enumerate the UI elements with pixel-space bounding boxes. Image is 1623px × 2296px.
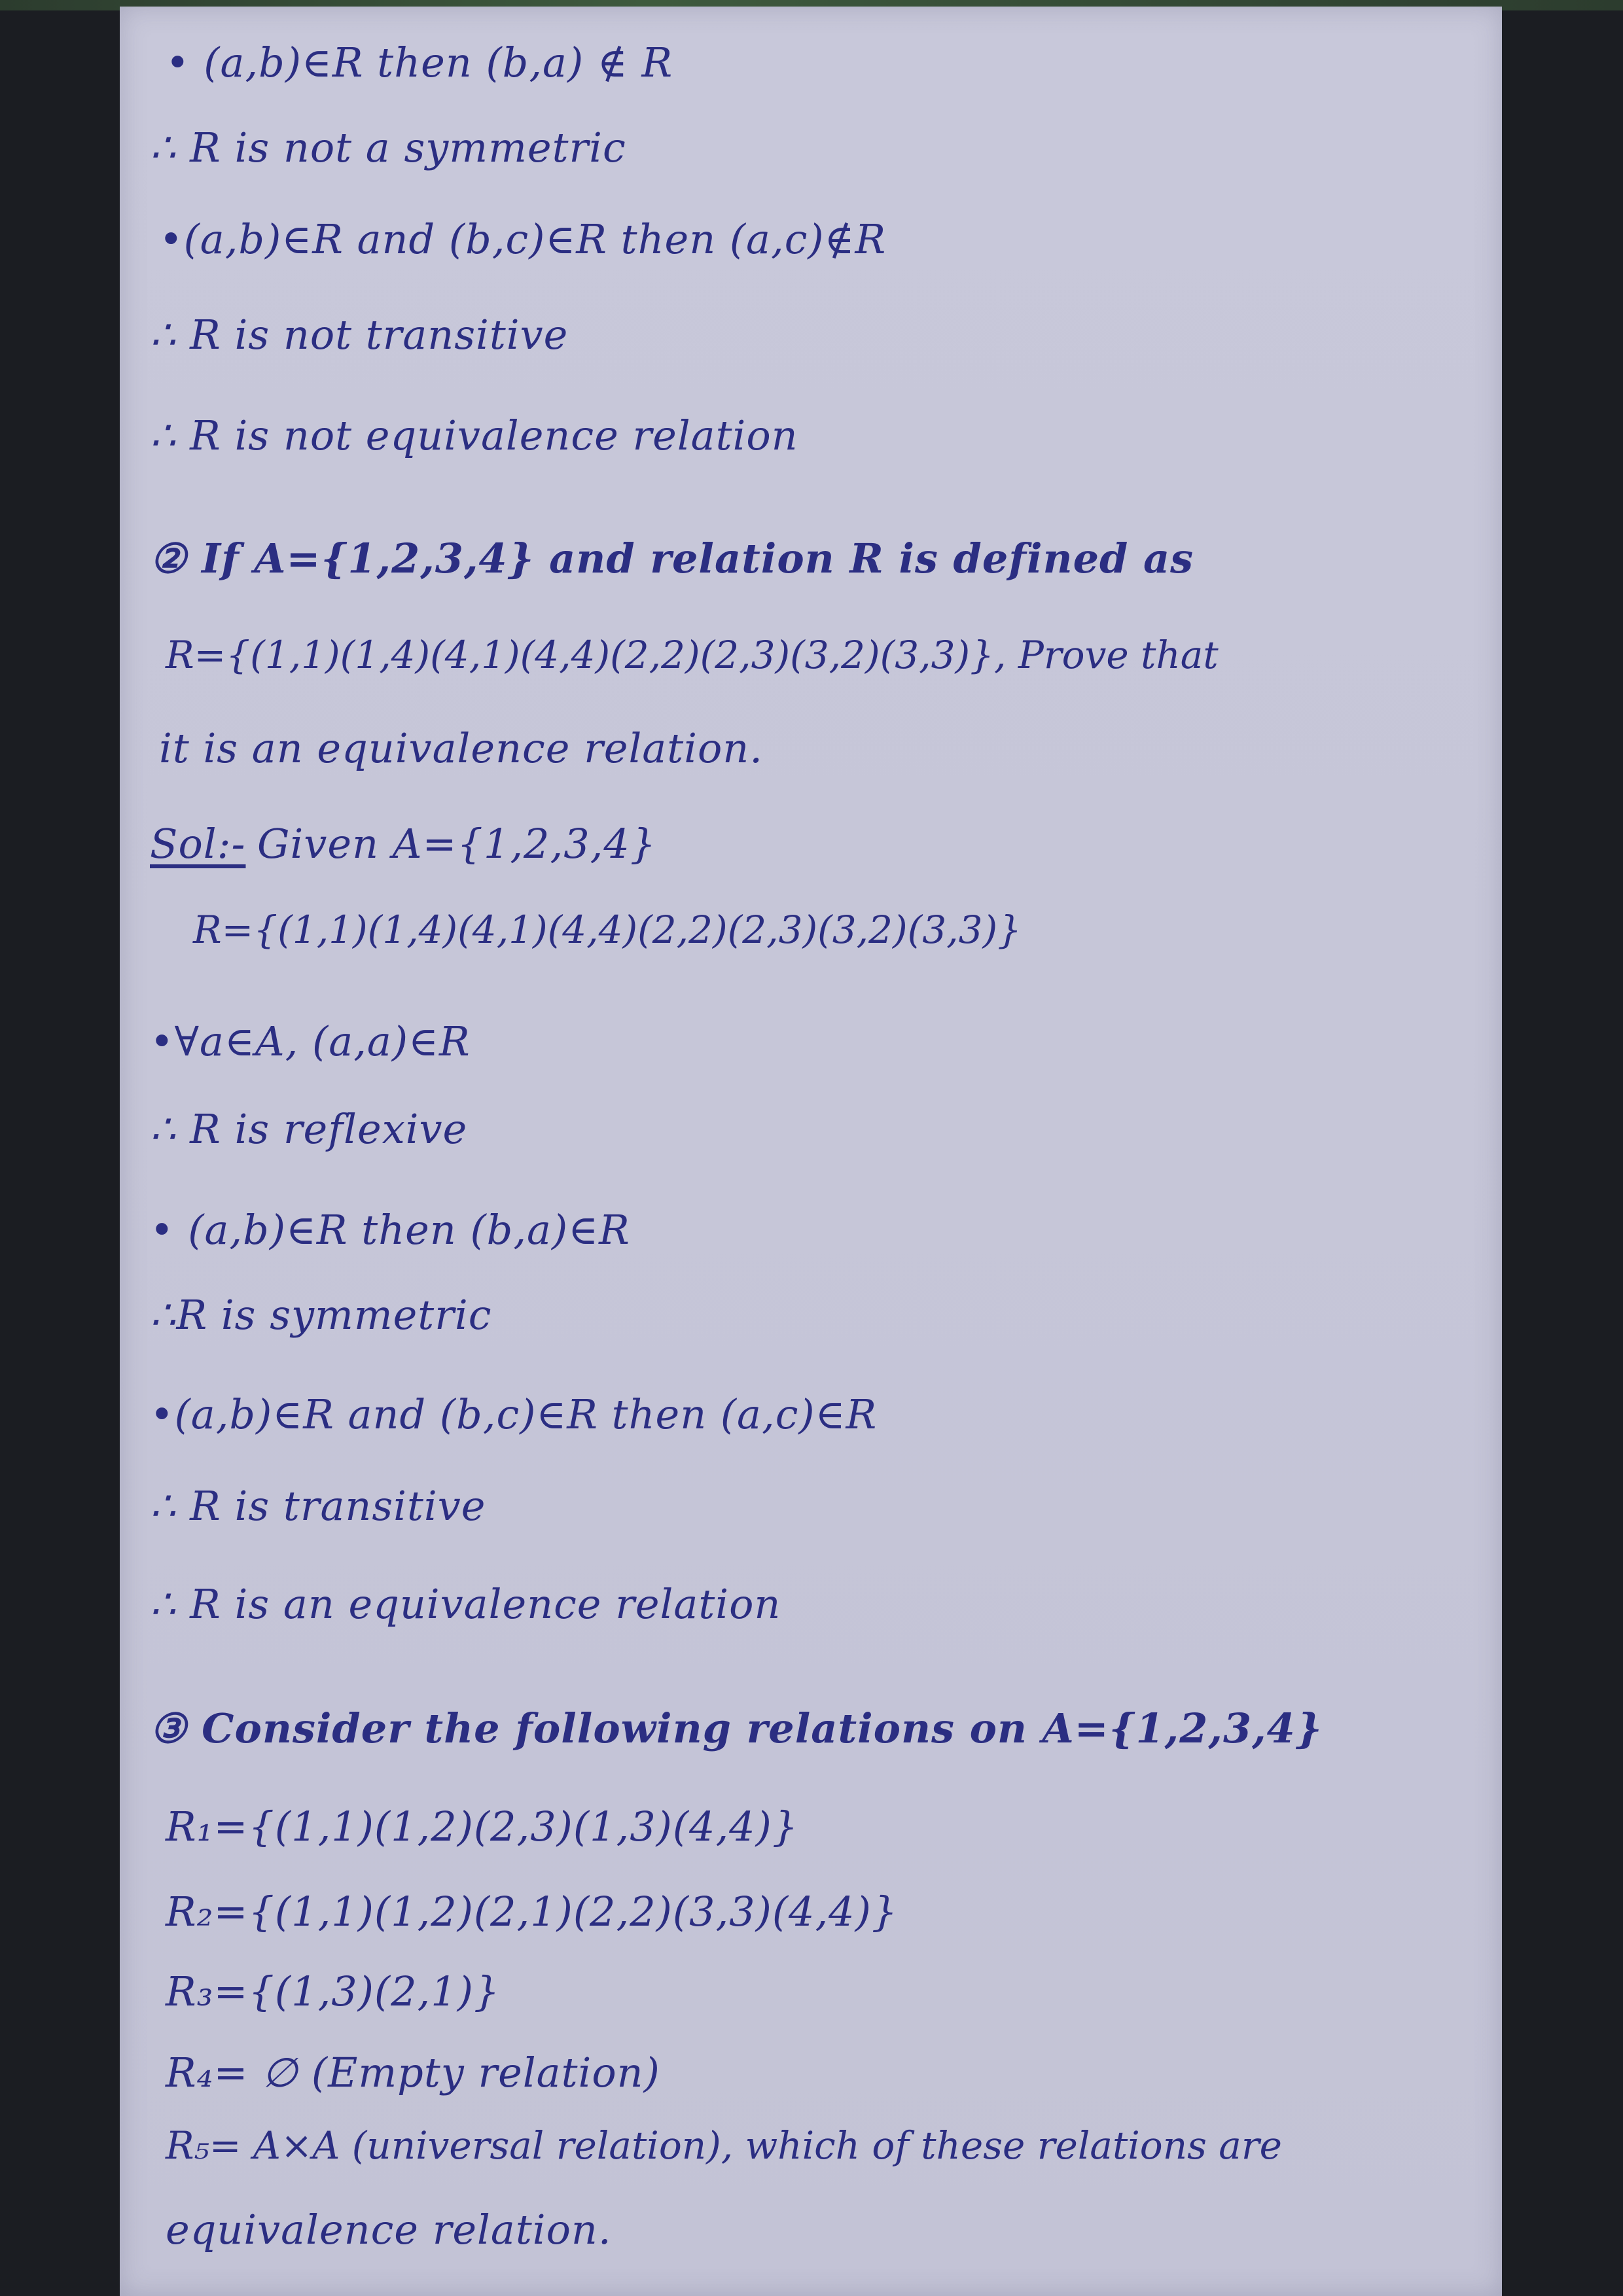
solution-label: Sol:- bbox=[150, 820, 246, 868]
relation-r4: R₄= ∅ (Empty relation) bbox=[166, 2049, 660, 2096]
symmetric-conclusion: ∴R is symmetric bbox=[150, 1291, 492, 1339]
relation-r5: R₅= A×A (universal relation), which of these relations are bbox=[166, 2123, 1282, 2168]
question-3-ending: equivalence relation. bbox=[166, 2206, 612, 2253]
question-3-statement: ③ Consider the following relations on A={1,2,3,4} bbox=[150, 1704, 1323, 1752]
question-2-statement: ② If A={1,2,3,4} and relation R is defined as bbox=[150, 535, 1194, 582]
relation-r1: R₁={(1,1)(1,2)(2,3)(1,3)(4,4)} bbox=[166, 1803, 799, 1850]
relation-r3: R₃={(1,3)(2,1)} bbox=[166, 1968, 501, 2015]
transitive-conclusion: ∴ R is transitive bbox=[150, 1482, 486, 1530]
question-2-prove: it is an equivalence relation. bbox=[159, 724, 763, 772]
equivalence-conclusion: ∴ R is an equivalence relation bbox=[150, 1580, 781, 1628]
notebook-page bbox=[120, 7, 1502, 2296]
line-not-symmetric-conclusion: ∴ R is not a symmetric bbox=[150, 124, 626, 171]
transitive-condition: •(a,b)∈R and (b,c)∈R then (a,c)∈R bbox=[150, 1390, 878, 1438]
symmetric-condition: • (a,b)∈R then (b,a)∈R bbox=[150, 1206, 630, 1254]
solution-given-set: Given A={1,2,3,4} bbox=[257, 820, 657, 868]
relation-r2: R₂={(1,1)(1,2)(2,1)(2,2)(3,3)(4,4)} bbox=[166, 1888, 899, 1935]
line-not-equivalence-conclusion: ∴ R is not equivalence relation bbox=[150, 412, 798, 459]
line-not-symmetric-condition: • (a,b)∈R then (b,a) ∉ R bbox=[166, 39, 673, 86]
line-not-transitive-condition: •(a,b)∈R and (b,c)∈R then (a,c)∉R bbox=[159, 215, 887, 263]
reflexive-condition: •∀a∈A, (a,a)∈R bbox=[150, 1017, 471, 1065]
line-not-transitive-conclusion: ∴ R is not transitive bbox=[150, 311, 569, 359]
solution-given-relation: R={(1,1)(1,4)(4,1)(4,4)(2,2)(2,3)(3,2)(3,3)} bbox=[193, 908, 1022, 952]
reflexive-conclusion: ∴ R is reflexive bbox=[150, 1105, 468, 1153]
question-2-relation: R={(1,1)(1,4)(4,1)(4,4)(2,2)(2,3)(3,2)(3,3)}, Prove that bbox=[166, 633, 1219, 677]
